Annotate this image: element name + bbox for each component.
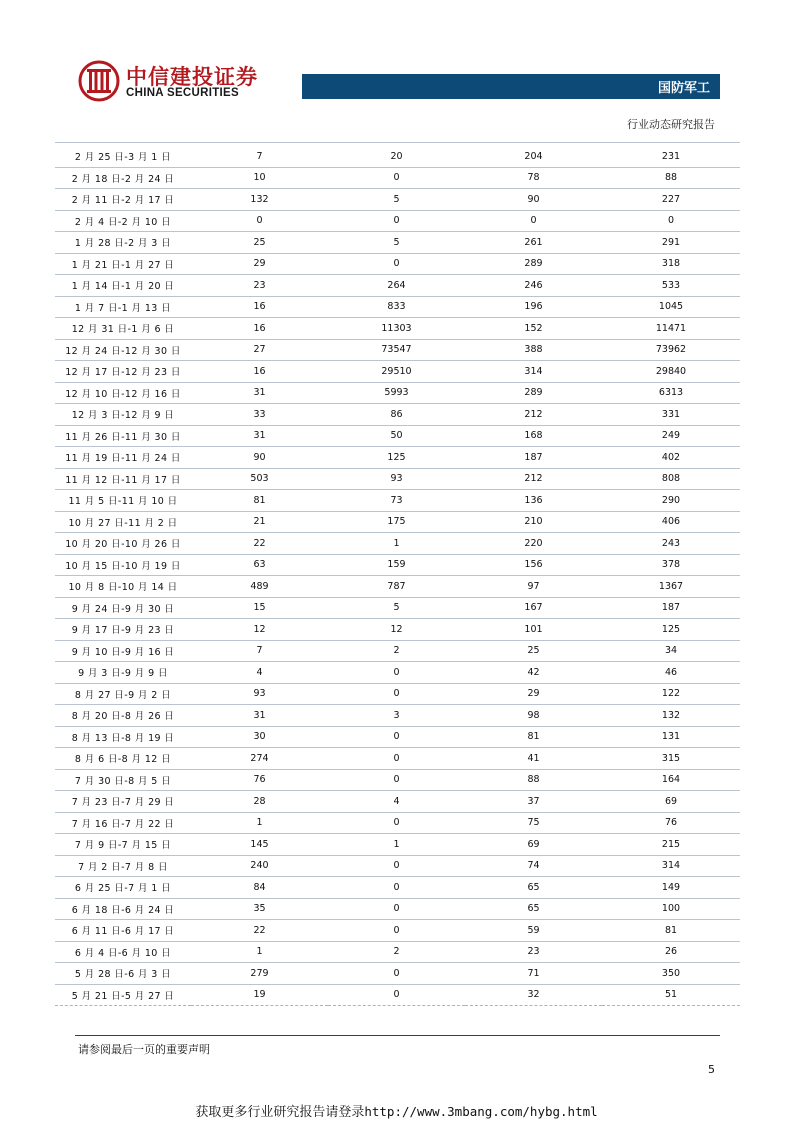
value-cell: 31 xyxy=(191,382,328,404)
value-cell: 787 xyxy=(328,576,465,598)
value-cell: 28 xyxy=(191,791,328,813)
value-cell: 46 xyxy=(602,662,740,684)
value-cell: 20 xyxy=(328,146,465,167)
disclaimer-note: 请参阅最后一页的重要声明 xyxy=(78,1043,210,1056)
value-cell: 808 xyxy=(602,468,740,490)
table-row xyxy=(55,189,740,211)
value-cell: 29840 xyxy=(602,361,740,383)
watermark-text: 获取更多行业研究报告请登录 xyxy=(195,1105,365,1120)
value-cell: 291 xyxy=(602,232,740,254)
value-cell: 0 xyxy=(328,167,465,189)
value-cell: 34 xyxy=(602,640,740,662)
value-cell: 533 xyxy=(602,275,740,297)
date-range-cell: 2 月 11 日-2 月 17 日 xyxy=(55,189,191,211)
value-cell: 76 xyxy=(191,769,328,791)
value-cell: 274 xyxy=(191,748,328,770)
company-logo xyxy=(78,60,258,102)
value-cell: 78 xyxy=(465,167,602,189)
value-cell: 331 xyxy=(602,404,740,426)
watermark-url[interactable]: http://www.3mbang.com/hybg.html xyxy=(364,1104,598,1119)
value-cell: 51 xyxy=(602,984,740,1006)
table-row xyxy=(55,726,740,748)
table-row xyxy=(55,769,740,791)
value-cell: 212 xyxy=(465,468,602,490)
value-cell: 246 xyxy=(465,275,602,297)
value-cell: 22 xyxy=(191,533,328,555)
value-cell: 7 xyxy=(191,640,328,662)
value-cell: 0 xyxy=(328,769,465,791)
table-row xyxy=(55,791,740,813)
table-row xyxy=(55,683,740,705)
value-cell: 65 xyxy=(465,877,602,899)
value-cell: 90 xyxy=(191,447,328,469)
date-range-cell: 12 月 24 日-12 月 30 日 xyxy=(55,339,191,361)
table-row xyxy=(55,382,740,404)
date-range-cell: 8 月 6 日-8 月 12 日 xyxy=(55,748,191,770)
value-cell: 264 xyxy=(328,275,465,297)
date-range-cell: 5 月 28 日-6 月 3 日 xyxy=(55,963,191,985)
weekly-data-table xyxy=(55,146,740,1006)
value-cell: 97 xyxy=(465,576,602,598)
value-cell: 93 xyxy=(328,468,465,490)
value-cell: 29 xyxy=(191,253,328,275)
date-range-cell: 7 月 30 日-8 月 5 日 xyxy=(55,769,191,791)
value-cell: 71 xyxy=(465,963,602,985)
value-cell: 50 xyxy=(328,425,465,447)
date-range-cell: 6 月 11 日-6 月 17 日 xyxy=(55,920,191,942)
value-cell: 402 xyxy=(602,447,740,469)
table-row xyxy=(55,640,740,662)
table-row xyxy=(55,963,740,985)
value-cell: 388 xyxy=(465,339,602,361)
date-range-cell: 7 月 2 日-7 月 8 日 xyxy=(55,855,191,877)
date-range-cell: 7 月 23 日-7 月 29 日 xyxy=(55,791,191,813)
value-cell: 63 xyxy=(191,554,328,576)
value-cell: 16 xyxy=(191,318,328,340)
table-row xyxy=(55,253,740,275)
date-range-cell: 8 月 13 日-8 月 19 日 xyxy=(55,726,191,748)
value-cell: 1 xyxy=(328,533,465,555)
value-cell: 156 xyxy=(465,554,602,576)
value-cell: 0 xyxy=(328,855,465,877)
page-number: 5 xyxy=(708,1063,715,1076)
date-range-cell: 1 月 7 日-1 月 13 日 xyxy=(55,296,191,318)
table-row xyxy=(55,812,740,834)
value-cell: 5 xyxy=(328,232,465,254)
value-cell: 1367 xyxy=(602,576,740,598)
value-cell: 0 xyxy=(191,210,328,232)
value-cell: 261 xyxy=(465,232,602,254)
value-cell: 98 xyxy=(465,705,602,727)
value-cell: 11471 xyxy=(602,318,740,340)
value-cell: 152 xyxy=(465,318,602,340)
value-cell: 0 xyxy=(328,683,465,705)
value-cell: 503 xyxy=(191,468,328,490)
value-cell: 32 xyxy=(465,984,602,1006)
value-cell: 81 xyxy=(602,920,740,942)
value-cell: 7 xyxy=(191,146,328,167)
value-cell: 289 xyxy=(465,253,602,275)
value-cell: 69 xyxy=(465,834,602,856)
value-cell: 73962 xyxy=(602,339,740,361)
date-range-cell: 12 月 3 日-12 月 9 日 xyxy=(55,404,191,426)
value-cell: 0 xyxy=(328,877,465,899)
table-row xyxy=(55,490,740,512)
table-row xyxy=(55,748,740,770)
value-cell: 1 xyxy=(191,941,328,963)
value-cell: 4 xyxy=(191,662,328,684)
date-range-cell: 2 月 18 日-2 月 24 日 xyxy=(55,167,191,189)
table-row xyxy=(55,576,740,598)
value-cell: 41 xyxy=(465,748,602,770)
value-cell: 0 xyxy=(328,963,465,985)
value-cell: 88 xyxy=(602,167,740,189)
table-body xyxy=(55,146,740,1006)
value-cell: 350 xyxy=(602,963,740,985)
value-cell: 22 xyxy=(191,920,328,942)
value-cell: 30 xyxy=(191,726,328,748)
date-range-cell: 11 月 12 日-11 月 17 日 xyxy=(55,468,191,490)
date-range-cell: 10 月 27 日-11 月 2 日 xyxy=(55,511,191,533)
value-cell: 131 xyxy=(602,726,740,748)
value-cell: 29510 xyxy=(328,361,465,383)
value-cell: 29 xyxy=(465,683,602,705)
value-cell: 159 xyxy=(328,554,465,576)
date-range-cell: 11 月 5 日-11 月 10 日 xyxy=(55,490,191,512)
value-cell: 16 xyxy=(191,296,328,318)
date-range-cell: 2 月 4 日-2 月 10 日 xyxy=(55,210,191,232)
table-row xyxy=(55,619,740,641)
table-row xyxy=(55,877,740,899)
value-cell: 86 xyxy=(328,404,465,426)
sector-header-bar xyxy=(302,74,720,99)
value-cell: 279 xyxy=(191,963,328,985)
value-cell: 0 xyxy=(328,920,465,942)
date-range-cell: 6 月 4 日-6 月 10 日 xyxy=(55,941,191,963)
date-range-cell: 8 月 27 日-9 月 2 日 xyxy=(55,683,191,705)
value-cell: 175 xyxy=(328,511,465,533)
value-cell: 42 xyxy=(465,662,602,684)
table-row xyxy=(55,361,740,383)
footer-divider xyxy=(75,1035,720,1036)
table-row xyxy=(55,404,740,426)
value-cell: 196 xyxy=(465,296,602,318)
value-cell: 74 xyxy=(465,855,602,877)
value-cell: 0 xyxy=(328,812,465,834)
value-cell: 19 xyxy=(191,984,328,1006)
value-cell: 164 xyxy=(602,769,740,791)
value-cell: 0 xyxy=(465,210,602,232)
value-cell: 6313 xyxy=(602,382,740,404)
header-divider xyxy=(55,142,740,143)
value-cell: 11303 xyxy=(328,318,465,340)
date-range-cell: 7 月 16 日-7 月 22 日 xyxy=(55,812,191,834)
value-cell: 149 xyxy=(602,877,740,899)
table-row xyxy=(55,511,740,533)
value-cell: 27 xyxy=(191,339,328,361)
value-cell: 220 xyxy=(465,533,602,555)
value-cell: 5 xyxy=(328,189,465,211)
value-cell: 145 xyxy=(191,834,328,856)
date-range-cell: 5 月 21 日-5 月 27 日 xyxy=(55,984,191,1006)
table-row xyxy=(55,920,740,942)
date-range-cell: 10 月 20 日-10 月 26 日 xyxy=(55,533,191,555)
table-row xyxy=(55,167,740,189)
date-range-cell: 11 月 26 日-11 月 30 日 xyxy=(55,425,191,447)
logo-english-name: CHINA SECURITIES xyxy=(126,87,239,99)
table-row xyxy=(55,662,740,684)
value-cell: 23 xyxy=(465,941,602,963)
value-cell: 187 xyxy=(465,447,602,469)
value-cell: 212 xyxy=(465,404,602,426)
value-cell: 3 xyxy=(328,705,465,727)
table-row xyxy=(55,318,740,340)
table-row xyxy=(55,296,740,318)
value-cell: 0 xyxy=(328,726,465,748)
date-range-cell: 7 月 9 日-7 月 15 日 xyxy=(55,834,191,856)
date-range-cell: 8 月 20 日-8 月 26 日 xyxy=(55,705,191,727)
value-cell: 73547 xyxy=(328,339,465,361)
watermark xyxy=(0,1101,793,1120)
value-cell: 378 xyxy=(602,554,740,576)
value-cell: 12 xyxy=(191,619,328,641)
value-cell: 489 xyxy=(191,576,328,598)
value-cell: 210 xyxy=(465,511,602,533)
date-range-cell: 1 月 14 日-1 月 20 日 xyxy=(55,275,191,297)
value-cell: 125 xyxy=(602,619,740,641)
value-cell: 240 xyxy=(191,855,328,877)
table-row xyxy=(55,834,740,856)
table-row xyxy=(55,984,740,1006)
value-cell: 21 xyxy=(191,511,328,533)
table-row xyxy=(55,597,740,619)
value-cell: 25 xyxy=(465,640,602,662)
value-cell: 59 xyxy=(465,920,602,942)
value-cell: 833 xyxy=(328,296,465,318)
date-range-cell: 6 月 18 日-6 月 24 日 xyxy=(55,898,191,920)
table-row xyxy=(55,232,740,254)
value-cell: 5 xyxy=(328,597,465,619)
value-cell: 15 xyxy=(191,597,328,619)
value-cell: 25 xyxy=(191,232,328,254)
value-cell: 406 xyxy=(602,511,740,533)
value-cell: 0 xyxy=(328,253,465,275)
sector-title: 国防军工 xyxy=(657,81,710,96)
value-cell: 314 xyxy=(602,855,740,877)
table-row xyxy=(55,275,740,297)
value-cell: 0 xyxy=(328,748,465,770)
table-row xyxy=(55,425,740,447)
value-cell: 125 xyxy=(328,447,465,469)
table-row xyxy=(55,898,740,920)
value-cell: 231 xyxy=(602,146,740,167)
date-range-cell: 9 月 10 日-9 月 16 日 xyxy=(55,640,191,662)
value-cell: 23 xyxy=(191,275,328,297)
value-cell: 35 xyxy=(191,898,328,920)
value-cell: 315 xyxy=(602,748,740,770)
value-cell: 0 xyxy=(328,662,465,684)
date-range-cell: 10 月 15 日-10 月 19 日 xyxy=(55,554,191,576)
value-cell: 75 xyxy=(465,812,602,834)
date-range-cell: 1 月 21 日-1 月 27 日 xyxy=(55,253,191,275)
value-cell: 5993 xyxy=(328,382,465,404)
value-cell: 12 xyxy=(328,619,465,641)
value-cell: 136 xyxy=(465,490,602,512)
table-row xyxy=(55,705,740,727)
date-range-cell: 11 月 19 日-11 月 24 日 xyxy=(55,447,191,469)
table-row xyxy=(55,210,740,232)
value-cell: 76 xyxy=(602,812,740,834)
date-range-cell: 6 月 25 日-7 月 1 日 xyxy=(55,877,191,899)
value-cell: 33 xyxy=(191,404,328,426)
value-cell: 31 xyxy=(191,425,328,447)
table-row xyxy=(55,941,740,963)
value-cell: 81 xyxy=(191,490,328,512)
value-cell: 16 xyxy=(191,361,328,383)
value-cell: 0 xyxy=(602,210,740,232)
date-range-cell: 9 月 3 日-9 月 9 日 xyxy=(55,662,191,684)
logo-chinese-name: 中信建投证券 xyxy=(126,65,258,89)
date-range-cell: 12 月 31 日-1 月 6 日 xyxy=(55,318,191,340)
value-cell: 132 xyxy=(602,705,740,727)
value-cell: 122 xyxy=(602,683,740,705)
value-cell: 318 xyxy=(602,253,740,275)
date-range-cell: 10 月 8 日-10 月 14 日 xyxy=(55,576,191,598)
value-cell: 314 xyxy=(465,361,602,383)
value-cell: 227 xyxy=(602,189,740,211)
value-cell: 84 xyxy=(191,877,328,899)
value-cell: 31 xyxy=(191,705,328,727)
table-row xyxy=(55,468,740,490)
value-cell: 187 xyxy=(602,597,740,619)
table-row xyxy=(55,339,740,361)
value-cell: 0 xyxy=(328,210,465,232)
table-row xyxy=(55,146,740,167)
value-cell: 1 xyxy=(328,834,465,856)
value-cell: 81 xyxy=(465,726,602,748)
value-cell: 37 xyxy=(465,791,602,813)
value-cell: 65 xyxy=(465,898,602,920)
value-cell: 215 xyxy=(602,834,740,856)
date-range-cell: 9 月 24 日-9 月 30 日 xyxy=(55,597,191,619)
value-cell: 168 xyxy=(465,425,602,447)
value-cell: 93 xyxy=(191,683,328,705)
report-type-label: 行业动态研究报告 xyxy=(627,118,715,131)
value-cell: 243 xyxy=(602,533,740,555)
value-cell: 73 xyxy=(328,490,465,512)
value-cell: 289 xyxy=(465,382,602,404)
value-cell: 0 xyxy=(328,898,465,920)
value-cell: 204 xyxy=(465,146,602,167)
value-cell: 249 xyxy=(602,425,740,447)
table-row xyxy=(55,855,740,877)
table-row xyxy=(55,554,740,576)
date-range-cell: 12 月 17 日-12 月 23 日 xyxy=(55,361,191,383)
value-cell: 2 xyxy=(328,640,465,662)
value-cell: 0 xyxy=(328,984,465,1006)
date-range-cell: 9 月 17 日-9 月 23 日 xyxy=(55,619,191,641)
value-cell: 10 xyxy=(191,167,328,189)
value-cell: 290 xyxy=(602,490,740,512)
value-cell: 100 xyxy=(602,898,740,920)
value-cell: 2 xyxy=(328,941,465,963)
value-cell: 167 xyxy=(465,597,602,619)
value-cell: 88 xyxy=(465,769,602,791)
value-cell: 101 xyxy=(465,619,602,641)
table-row xyxy=(55,533,740,555)
value-cell: 26 xyxy=(602,941,740,963)
date-range-cell: 12 月 10 日-12 月 16 日 xyxy=(55,382,191,404)
table-row xyxy=(55,447,740,469)
value-cell: 1 xyxy=(191,812,328,834)
value-cell: 90 xyxy=(465,189,602,211)
value-cell: 132 xyxy=(191,189,328,211)
value-cell: 1045 xyxy=(602,296,740,318)
date-range-cell: 1 月 28 日-2 月 3 日 xyxy=(55,232,191,254)
china-securities-logo-icon xyxy=(78,60,120,102)
value-cell: 4 xyxy=(328,791,465,813)
date-range-cell: 2 月 25 日-3 月 1 日 xyxy=(55,146,191,167)
value-cell: 69 xyxy=(602,791,740,813)
